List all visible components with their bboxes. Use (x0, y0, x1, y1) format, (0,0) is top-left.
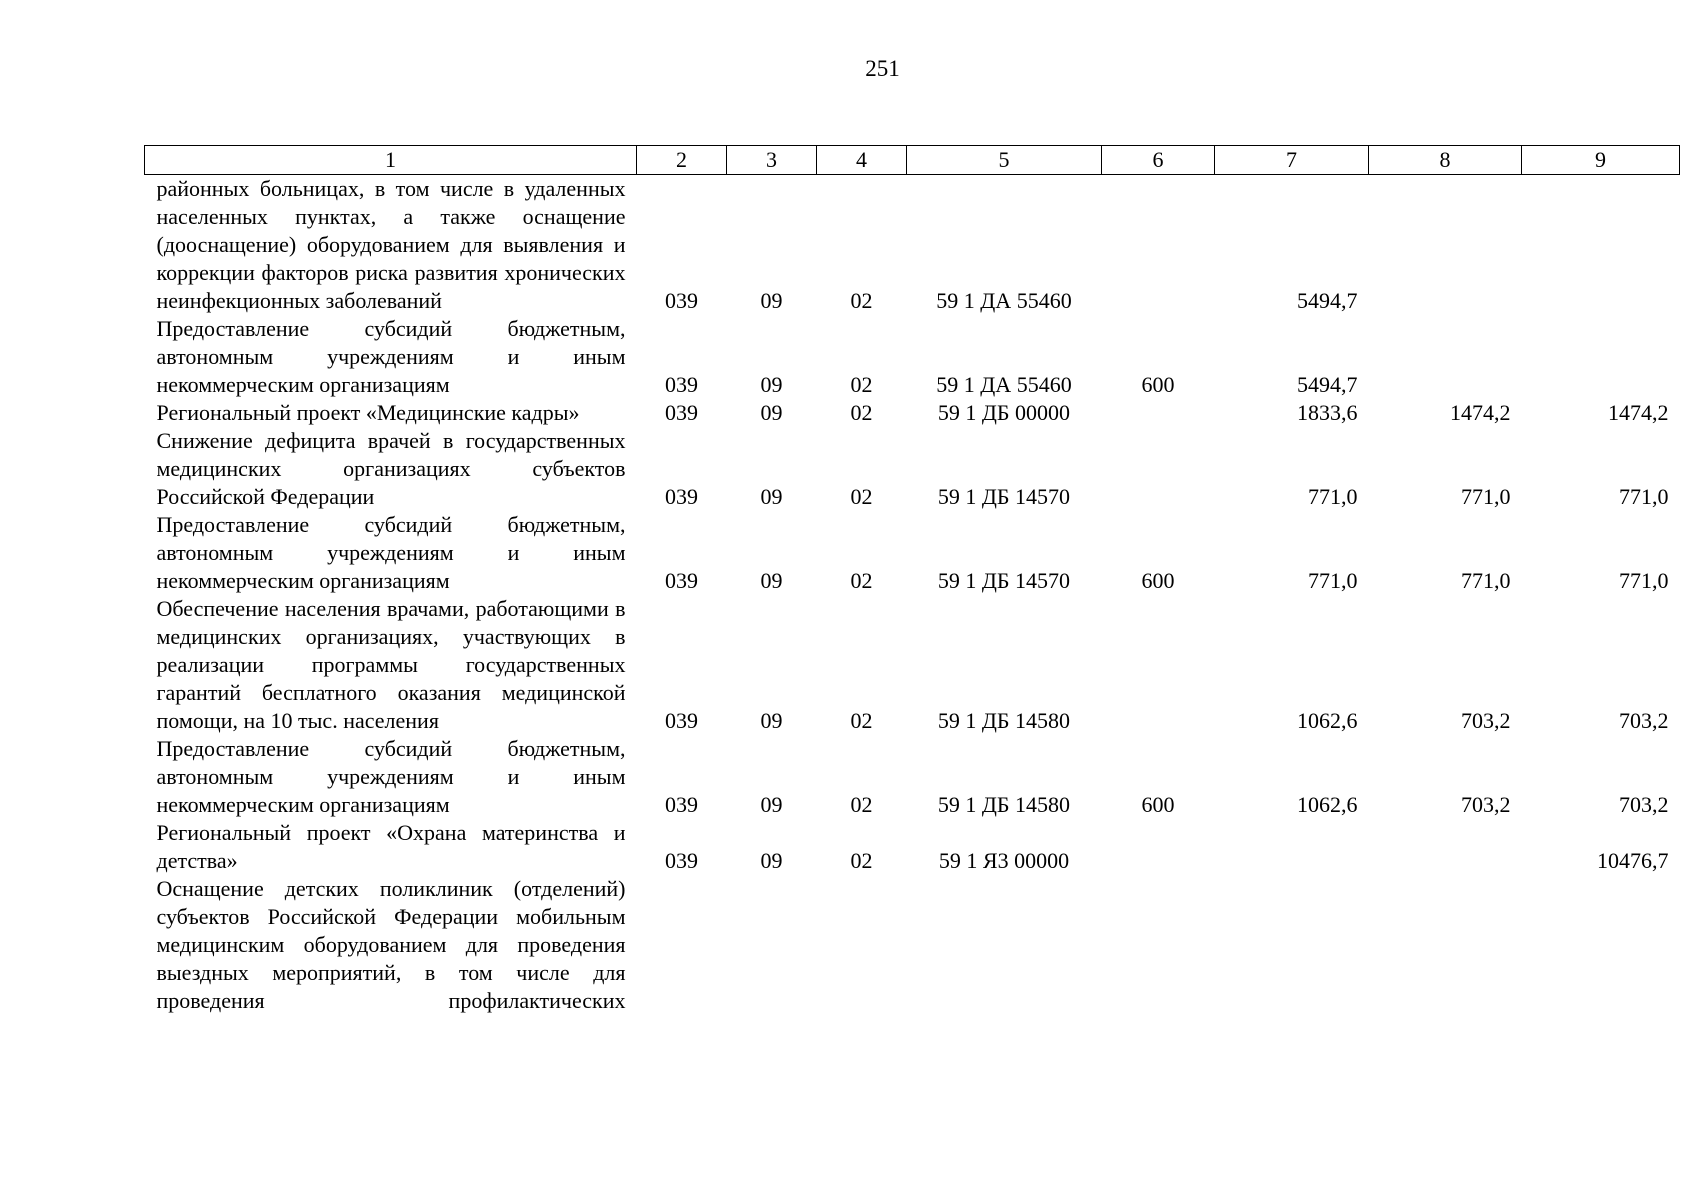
header-col-2: 2 (637, 146, 727, 175)
row-target-article: 59 1 Я3 00000 (938, 848, 1070, 873)
row-target-article: 59 1 ДА 55460 (936, 372, 1072, 397)
row-amount-col7: 5494,7 (1297, 372, 1358, 397)
table-row (145, 399, 1680, 427)
header-col-4: 4 (817, 146, 907, 175)
row-subsection-code: 02 (850, 400, 873, 425)
row-target-article: 59 1 ДБ 14570 (937, 484, 1071, 509)
table-row (145, 819, 1680, 875)
row-amount-col8 (1369, 875, 1522, 1015)
row-target-article (907, 875, 1102, 1015)
row-amount-col9: 703,2 (1619, 792, 1669, 817)
row-expense-type: 600 (1141, 568, 1175, 593)
row-target-article: 59 1 ДБ 00000 (937, 400, 1071, 425)
row-amount-col8 (1369, 175, 1522, 316)
row-ministry-code: 039 (665, 792, 698, 817)
header-col-9: 9 (1522, 146, 1680, 175)
row-name: Региональный проект «Охрана материнства и детства» (156, 820, 626, 873)
row-expense-type (1102, 427, 1215, 511)
table-row (145, 595, 1680, 735)
header-col-8: 8 (1369, 146, 1522, 175)
row-section-code: 09 (760, 400, 783, 425)
row-subsection-code: 02 (850, 848, 873, 873)
page-number: 251 (865, 56, 900, 81)
row-subsection-code (817, 875, 907, 1015)
row-amount-col9: 771,0 (1619, 484, 1669, 509)
row-ministry-code: 039 (665, 848, 698, 873)
row-section-code: 09 (760, 484, 783, 509)
row-amount-col9 (1522, 315, 1680, 399)
row-target-article: 59 1 ДБ 14580 (937, 708, 1071, 733)
row-expense-type (1102, 819, 1215, 875)
row-amount-col9: 1474,2 (1608, 400, 1669, 425)
row-name: Снижение дефицита врачей в государственных медицинских организациях субъектов Российской Федерации (156, 428, 626, 509)
row-expense-type (1102, 595, 1215, 735)
row-subsection-code: 02 (850, 568, 873, 593)
row-ministry-code: 039 (665, 484, 698, 509)
row-amount-col9: 771,0 (1619, 568, 1669, 593)
row-amount-col7: 1062,6 (1297, 708, 1358, 733)
row-expense-type (1102, 175, 1215, 316)
row-name: Предоставление субсидий бюджетным, автономным учреждениям и иным некоммерческим организациям (156, 512, 626, 593)
row-amount-col7: 1062,6 (1297, 792, 1358, 817)
row-section-code: 09 (760, 568, 783, 593)
row-name: Предоставление субсидий бюджетным, автономным учреждениям и иным некоммерческим организациям (156, 736, 626, 817)
header-col-7: 7 (1215, 146, 1369, 175)
header-col-3: 3 (727, 146, 817, 175)
row-section-code: 09 (760, 792, 783, 817)
row-amount-col8: 703,2 (1461, 792, 1511, 817)
row-section-code: 09 (760, 848, 783, 873)
row-expense-type: 600 (1141, 372, 1175, 397)
row-subsection-code: 02 (850, 288, 873, 313)
header-col-5: 5 (907, 146, 1102, 175)
row-ministry-code: 039 (665, 372, 698, 397)
row-ministry-code (637, 875, 727, 1015)
row-section-code (727, 875, 817, 1015)
row-subsection-code: 02 (850, 708, 873, 733)
table-row (145, 427, 1680, 511)
row-section-code: 09 (760, 288, 783, 313)
row-name: Обеспечение населения врачами, работающими в медицинских организациях, участвующих в реализации программы государственных гарантий бесплатного оказания медицинской помощи, на 10 тыс. населения (156, 596, 626, 733)
row-amount-col8 (1369, 315, 1522, 399)
row-expense-type (1102, 875, 1215, 1015)
table-row (145, 315, 1680, 399)
table-row (145, 875, 1680, 1015)
row-name: Предоставление субсидий бюджетным, автономным учреждениям и иным некоммерческим организациям (156, 316, 626, 397)
row-expense-type: 600 (1141, 792, 1175, 817)
row-ministry-code: 039 (665, 288, 698, 313)
row-amount-col7 (1215, 819, 1369, 875)
row-target-article: 59 1 ДА 55460 (936, 288, 1072, 313)
header-col-1: 1 (145, 146, 637, 175)
header-col-6: 6 (1102, 146, 1215, 175)
table-row (145, 735, 1680, 819)
row-section-code: 09 (760, 372, 783, 397)
row-ministry-code: 039 (665, 568, 698, 593)
row-ministry-code: 039 (665, 400, 698, 425)
row-amount-col9 (1522, 875, 1680, 1015)
row-target-article: 59 1 ДБ 14580 (937, 792, 1071, 817)
row-section-code: 09 (760, 708, 783, 733)
row-name: Оснащение детских поликлиник (отделений) субъектов Российской Федерации мобильным медицинским оборудованием для проведения выездных мероприятий, в том числе для проведения профилактических (156, 876, 626, 1013)
row-subsection-code: 02 (850, 484, 873, 509)
budget-table (144, 145, 1680, 1015)
row-target-article: 59 1 ДБ 14570 (937, 568, 1071, 593)
row-expense-type (1102, 399, 1215, 427)
row-amount-col9: 703,2 (1619, 708, 1669, 733)
row-amount-col7: 1833,6 (1297, 400, 1358, 425)
row-amount-col8: 771,0 (1461, 568, 1511, 593)
row-amount-col8: 703,2 (1461, 708, 1511, 733)
row-amount-col8: 771,0 (1461, 484, 1511, 509)
row-amount-col7: 771,0 (1308, 568, 1358, 593)
row-amount-col9: 10476,7 (1597, 848, 1669, 873)
table-row (145, 175, 1680, 316)
row-name: районных больницах, в том числе в удаленных населенных пунктах, а также оснащение (дооснащение) оборудованием для выявления и коррекции факторов риска развития хронических неинфекционных заболеваний (156, 176, 626, 313)
row-amount-col8 (1369, 819, 1522, 875)
row-name: Региональный проект «Медицинские кадры» (156, 400, 580, 425)
row-ministry-code: 039 (665, 708, 698, 733)
row-amount-col8: 1474,2 (1450, 400, 1511, 425)
row-amount-col9 (1522, 175, 1680, 316)
row-amount-col7 (1215, 875, 1369, 1015)
header-row (145, 146, 1680, 175)
row-subsection-code: 02 (850, 792, 873, 817)
row-amount-col7: 771,0 (1308, 484, 1358, 509)
row-amount-col7: 5494,7 (1297, 288, 1358, 313)
row-subsection-code: 02 (850, 372, 873, 397)
table-row (145, 511, 1680, 595)
